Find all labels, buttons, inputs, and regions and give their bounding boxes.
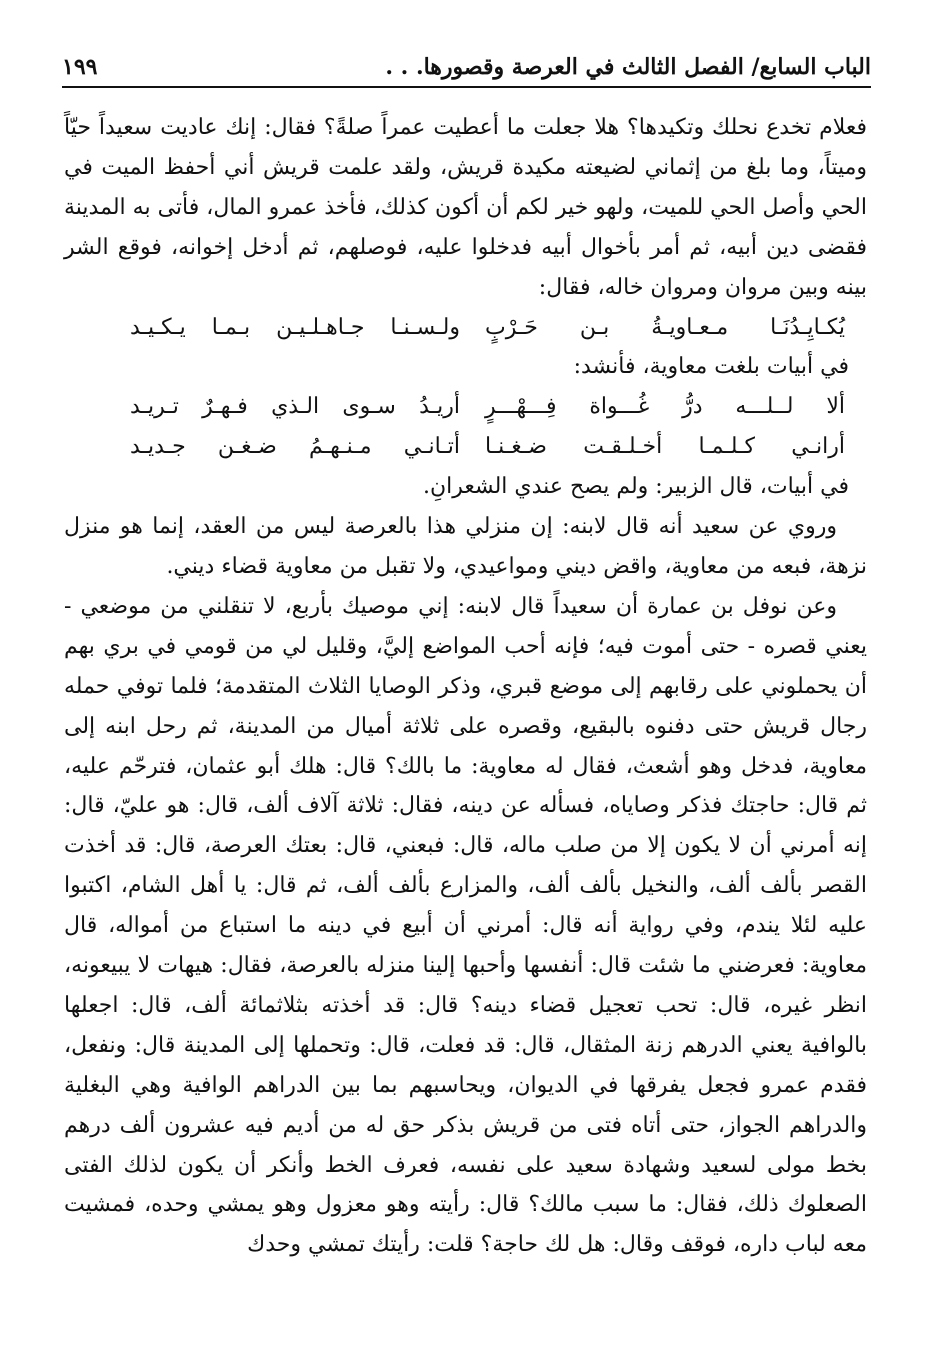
running-head: الباب السابع/ الفصل الثالث في العرصة وقصورها. . . xyxy=(385,54,871,80)
verse-3-second-hemistich: أتـانـي مـنـهـمُ ضـغـن جـديـد xyxy=(130,434,460,460)
paragraph-3: في أبيات، قال الزبير: ولم يصح عندي الشعرانِ. xyxy=(422,474,849,500)
verse-3-first-hemistich: أرانـي كـلـمـا أخـلـقـت ضـغـنـا xyxy=(485,434,845,460)
verse-line-3 xyxy=(64,427,867,467)
verse-line-2 xyxy=(64,387,867,427)
verse-1-second-hemistich: ولـسـنـا جـاهـلـيـن بـمـا يـكـيـد xyxy=(130,314,460,340)
verse-line-1 xyxy=(64,308,867,348)
page-number: ١٩٩ xyxy=(62,54,98,80)
verse-1-first-hemistich: يُكـايِـدُنَـا مـعـاويـةُ بـن حَـرْبٍ xyxy=(485,314,845,340)
paragraph-1: فعلام تخدع نحلك وتكيدها؟ هلا جعلت ما أعطيت عمراً صلةً؟ فقال: إنك عاديت سعيداً حيّاً وميتاً، وما بلغ من إثماني لضيعته مكيدة قريش، ولقد علمت قريش أني أحفظ الميت في الحي وأصل الحي للميت، ولهو خير لكم أن أكون كذلك، فأخذ عمرو المال، فأتى به المدينة فقضى دين أبيه، ثم أمر بأخوال أبيه فدخلوا عليه، فوصلهم، ثم أدخل إخوانه، فوقع الشر بينه وبين مروان ومروان خاله، فقال: xyxy=(64,115,867,300)
paragraph-4: وروي عن سعيد أنه قال لابنه: إن منزلي هذا بالعرصة ليس من العقد، إنما هو منزل نزهة، فبعه من معاوية، واقض ديني ومواعيدي، ولا تقبل من معاوية قضاء ديني. xyxy=(64,514,867,579)
verse-2-first-hemistich: ألا لــلـــه درُّ غُـــواة فِـــهْـــرٍ xyxy=(485,394,845,420)
paragraph-2: في أبيات بلغت معاوية، فأنشد: xyxy=(573,354,849,380)
verse-2-second-hemistich: أريـدُ سـوى الـذي فـهـرٌ تـريـد xyxy=(130,394,460,420)
paragraph-5: وعن نوفل بن عمارة أن سعيداً قال لابنه: إني موصيك بأربع، لا تنقلني من موضعي - يعني قصره - حتى أموت فيه؛ فإنه أحب المواضع إليَّ، وقليل لي من قومي في بري بهم أن يحملوني على رقابهم إلى موضع قبري، وذكر الوصايا الثلاث المتقدمة؛ فلما توفي حمله رجال قريش حتى دفنوه بالبقيع، وقصره على ثلاثة أميال من المدينة، ثم رحل ابنه إلى معاوية، فدخل وهو أشعث، فقال له معاوية: ما بالك؟ قال: هلك أبو عثمان، فترحّم عليه، ثم قال: حاجتك فذكر وصاياه، فسأله عن دينه، فقال: ثلاثة آلاف ألف، قال: هو عليّ، قال: إنه أمرني أن لا يكون إلا من صلب ماله، قال: فبعني، قال: بعتك العرصة، قال: قد أخذت القصر بألف ألف، والنخيل بألف ألف، والمزارع بألف ألف، ثم قال: يا أهل الشام، اكتبوا عليه لئلا يندم، وفي رواية أنه قال: أمرني أن أبيع في دينه ما استباع من أمواله، قال معاوية: فعرضني ما شئت قال: أنفسها وأحبها إلينا منزله بالعرصة، فقال: هيهات لا يبيعونه، انظر غيره، قال: تحب تعجيل قضاء دينه؟ قال: قد أخذته بثلاثمائة ألف، قال: اجعلها بالوافية يعني الدرهم زنة المثقال، قال: قد فعلت، قال: وتحملها إلى المدينة قال: ونفعل، فقدم عمرو فجعل يفرقها في الديوان، ويحاسبهم بما بين الدراهم الوافية وهي البغلية والدراهم الجواز، حتى أتاه فتى من قريش بذكر حق له من أديم فيه عشرون ألف درهم بخط مولى لسعيد وشهادة سعيد على نفسه، فعرف الخط وأنكر أن يكون لذلك الفتى الصعلوك ذلك، فقال: ما سبب مالك؟ قال: رأيته وهو معزول وهو يمشي وحده، فمشيت معه لباب داره، فوقف وقال: هل لك حاجة؟ قلت: رأيتك تمشي وحدك xyxy=(64,593,867,1258)
page-body xyxy=(64,108,867,1265)
page-header xyxy=(62,46,871,88)
